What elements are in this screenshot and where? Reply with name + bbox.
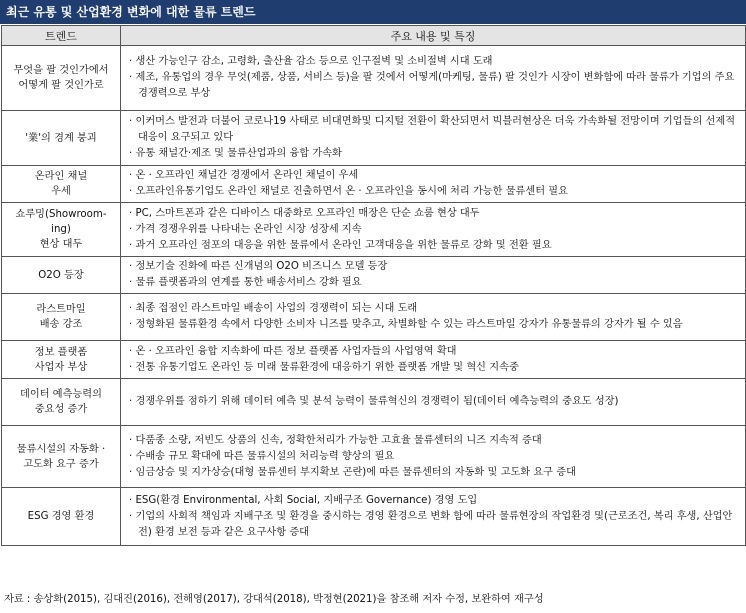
content-bullet: · 기업의 사회적 책임과 지배구조 및 환경을 중시하는 경영 환경으로 변화 함에 따라 물류현장의 작업환경 및(근로조건, 복리 후생, 산업안전) 환경 보전 등과 같은 요구사항 증대 bbox=[129, 509, 741, 541]
content-cell bbox=[121, 294, 746, 341]
trend-label-line: '業'의 경계 붕괴 bbox=[25, 132, 97, 144]
trend-cell bbox=[2, 426, 121, 488]
trend-cell bbox=[2, 203, 121, 257]
trend-label-line: 고도화 요구 증가 bbox=[23, 458, 99, 470]
trend-table bbox=[1, 25, 746, 546]
header-row bbox=[2, 26, 746, 46]
trend-label-line: 현상 대두 bbox=[39, 239, 83, 250]
content-cell bbox=[121, 257, 746, 294]
content-bullet: · 이커머스 발전과 더불어 코로나19 사태로 비대면화및 디지털 전환이 확산되면서 빅블러현상은 더욱 가속화될 전망이며 기업들의 선제적 대응이 요구되고 있다 bbox=[129, 114, 741, 146]
content-bullet: · 오프라인유통기업도 온라인 채널로 진출하면서 온 · 오프라인을 동시에 처리 가능한 물류센터 필요 bbox=[129, 184, 741, 200]
content-bullet: · 과거 오프라인 점포의 대응을 위한 물류에서 온라인 고객대응을 위한 물류로 강화 및 전환 필요 bbox=[129, 238, 741, 254]
table-row bbox=[2, 426, 746, 488]
trend-label-line: 배송 강조 bbox=[39, 319, 83, 330]
trend-label-line: 사업자 부상 bbox=[34, 361, 88, 373]
content-bullet: · 최종 접점인 라스트마일 배송이 사업의 경쟁력이 되는 시대 도래 bbox=[129, 301, 741, 317]
trend-cell bbox=[2, 341, 121, 379]
content-bullet: · 임금상승 및 지가상승(대형 물류센터 부지확보 곤란)에 따른 물류센터의 자동화 및 고도화 요구 증대 bbox=[129, 465, 741, 481]
content-bullet: · 제조, 유통업의 경우 무엇(제품, 상품, 서비스 등)을 팔 것에서 어떻게(마케팅, 물류) 팔 것인가 시장이 변화함에 따라 물류가 기업의 주요 경쟁력으로 부상 bbox=[129, 70, 741, 102]
table-row bbox=[2, 488, 746, 546]
content-bullet: · 수배송 규모 확대에 따른 물류시설의 처리능력 향상의 필요 bbox=[129, 449, 741, 465]
content-bullet: · 전통 유통기업도 온라인 등 미래 물류환경에 대응하기 위한 플랫폼 개발 및 혁신 지속중 bbox=[129, 360, 741, 376]
trend-label-line: O2O 등장 bbox=[38, 269, 84, 281]
trend-label-line: 물류시설의 자동화 · bbox=[16, 443, 106, 455]
table-row bbox=[2, 379, 746, 426]
table-row bbox=[2, 203, 746, 257]
trend-label-line: 데이터 예측능력의 bbox=[20, 389, 102, 400]
header-trend: 트렌드 bbox=[2, 26, 121, 46]
table-title: 최근 유통 및 산업환경 변화에 대한 물류 트렌드 bbox=[0, 0, 746, 24]
content-bullet: · 경쟁우위를 점하기 위해 데이터 예측 및 분석 능력이 물류혁신의 경쟁력이 됨(데이터 예측능력의 중요도 성장) bbox=[129, 394, 741, 410]
content-bullet: · 온 · 오프라인 채널간 경쟁에서 온라인 채널이 우세 bbox=[129, 168, 741, 184]
content-cell bbox=[121, 379, 746, 426]
content-cell bbox=[121, 203, 746, 257]
trend-label-line: 중요성 증가 bbox=[34, 404, 88, 415]
trend-cell bbox=[2, 379, 121, 426]
trend-label-line: 우세 bbox=[51, 186, 71, 197]
content-bullet: · 정형화된 물류환경 속에서 다양한 소비자 니즈를 맞추고, 차별화할 수 있는 라스트마일 강자가 유통물류의 강자가 될 수 있음 bbox=[129, 317, 741, 333]
content-bullet: · 생산 가능인구 감소, 고령화, 출산율 감소 등으로 인구절벽 및 소비절벽 시대 도래 bbox=[129, 54, 741, 70]
trend-label-line: 정보 플랫폼 bbox=[34, 346, 88, 358]
content-bullet: · 온 · 오프라인 융합 지속화에 따른 정보 플랫폼 사업자들의 사업영역 확대 bbox=[129, 344, 741, 360]
content-cell bbox=[121, 166, 746, 203]
content-bullet: · PC, 스마트폰과 같은 디바이스 대중화로 오프라인 매장은 단순 쇼룸 현상 대두 bbox=[129, 206, 741, 222]
content-cell bbox=[121, 111, 746, 166]
trend-cell bbox=[2, 166, 121, 203]
trend-cell bbox=[2, 488, 121, 546]
trend-cell bbox=[2, 257, 121, 294]
content-bullet: · 정보기술 진화에 따른 신개념의 O2O 비즈니스 모델 등장 bbox=[129, 259, 741, 275]
table-row bbox=[2, 294, 746, 341]
table-body bbox=[2, 46, 746, 546]
content-bullet: · 다품종 소량, 저빈도 상품의 신속, 정확한처리가 가능한 고효율 물류센터의 니즈 지속적 증대 bbox=[129, 433, 741, 449]
trend-label-line: 어떻게 팔 것인가로 bbox=[18, 80, 104, 91]
trend-label-line: 무엇을 팔 것인가에서 bbox=[13, 65, 109, 76]
table-row bbox=[2, 46, 746, 111]
trend-cell bbox=[2, 294, 121, 341]
content-cell bbox=[121, 426, 746, 488]
content-bullet: · 가격 경쟁우위를 나타내는 온라인 시장 성장세 지속 bbox=[129, 222, 741, 238]
content-cell bbox=[121, 46, 746, 111]
content-cell bbox=[121, 488, 746, 546]
trend-label-line: 라스트마일 bbox=[36, 304, 86, 315]
header-content: 주요 내용 및 특징 bbox=[121, 26, 746, 46]
table-row bbox=[2, 257, 746, 294]
table-row bbox=[2, 341, 746, 379]
table-row bbox=[2, 166, 746, 203]
content-bullet: · 유통 채널간·제조 및 물류산업과의 융합 가속화 bbox=[129, 146, 741, 162]
content-bullet: · ESG(환경 Environmental, 사회 Social, 지배구조 Governance) 경영 도입 bbox=[129, 493, 741, 509]
content-cell bbox=[121, 341, 746, 379]
trend-label-line: 온라인 채널 bbox=[34, 171, 88, 182]
trend-cell bbox=[2, 46, 121, 111]
trend-label-line: ESG 경영 환경 bbox=[27, 511, 95, 522]
content-bullet: · 물류 플랫폼과의 연계를 통한 배송서비스 강화 필요 bbox=[129, 275, 741, 291]
trend-label-line: 쇼루밍(Showroom- bbox=[15, 209, 107, 220]
source-note: 자료 : 송상화(2015), 김대진(2016), 전해영(2017), 강대석(2018), 박정현(2021)을 참조해 저자 수정, 보완하여 재구성 bbox=[4, 594, 544, 605]
table-row bbox=[2, 111, 746, 166]
trend-label-line: ing) bbox=[51, 224, 71, 235]
trend-cell bbox=[2, 111, 121, 166]
